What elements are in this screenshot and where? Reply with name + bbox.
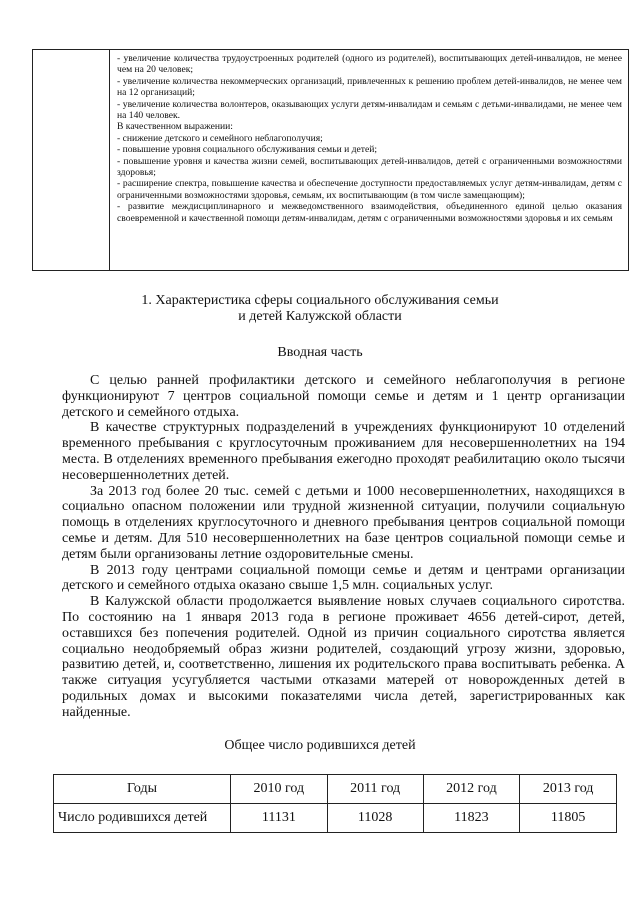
paragraph: С целью ранней профилактики детского и семейного неблагополучия в регионе функционируют 7 центров социальной помощи семье и детям и 1 центр организации детского и семейного отдыха. <box>62 373 625 420</box>
year-header-cell: 2010 год <box>231 775 328 804</box>
goals-cell <box>117 53 622 224</box>
section-title <box>0 293 640 325</box>
row-label-cell: Число родившихся детей <box>54 804 231 833</box>
intro-body <box>62 373 625 721</box>
section-title-line-1: 1. Характеристика сферы социального обслуживания семьи <box>141 293 499 308</box>
year-header-cell: 2012 год <box>423 775 520 804</box>
births-table <box>53 774 617 833</box>
section-title-line-2: и детей Калужской области <box>238 309 402 324</box>
goal-item: - увеличение количества некоммерческих организаций, привлеченных к решению проблем детей-инвалидов, не менее чем на 12 организаций; <box>117 75 622 99</box>
header-label-cell: Годы <box>54 775 231 804</box>
year-header-cell: 2011 год <box>327 775 423 804</box>
value-cell: 11028 <box>327 804 423 833</box>
paragraph: В Калужской области продолжается выявление новых случаев социального сиротства. По состоянию на 1 января 2013 года в регионе проживает 4656 детей-сирот, детей, оставшихся без попечения родителей. Одной из причин социального сиротства является социально неодобряемый образ жизни родителей, создающий угрозу жизни, здоровью, развитию детей, и, соответственно, лишения их родительского права воспитывать ребенка. А также ситуация усугубляется частыми отказами матерей от новорожденных детей в родильных домах и высокими показателями числа детей, зарегистрированных как найденные. <box>62 594 625 720</box>
goal-item: - повышение уровня социального обслуживания семьи и детей; <box>117 144 378 156</box>
goal-item: - развитие междисциплинарного и межведомственного взаимодействия, объединенного единой целью оказания своевременной и качественной помощи детям-инвалидам, детям с ограниченными возможностями здоровья и их семьям <box>117 201 622 224</box>
goal-item: - увеличение количества трудоустроенных родителей (одного из родителей), воспитывающих детей-инвалидов, не менее чем на 20 человек; <box>117 53 622 76</box>
section-subheading: Вводная часть <box>277 345 363 360</box>
births-table-title: Общее число родившихся детей <box>224 738 416 753</box>
paragraph: В 2013 году центрами социальной помощи семье и детям и центрами организации детского и семейного отдыха оказано свыше 1,5 млн. социальных услуг. <box>62 562 625 594</box>
value-cell: 11805 <box>520 804 617 833</box>
goal-item: В качественном выражении: <box>117 121 233 133</box>
table-row <box>54 804 617 833</box>
goal-item: - повышение уровня и качества жизни семей, воспитывающих детей-инвалидов, детей с ограниченными возможностями здоровья; <box>117 155 622 179</box>
paragraph: В качестве структурных подразделений в учреждениях функционируют 10 отделений временного пребывания с круглосуточным проживанием для несовершеннолетних на 194 места. В отделениях временного пребывания ежегодно проходят реабилитацию около тысячи несовершеннолетних детей. <box>62 420 625 483</box>
goals-table <box>32 49 629 271</box>
value-cell: 11823 <box>423 804 520 833</box>
table-column-divider <box>109 50 110 270</box>
goal-item: - расширение спектра, повышение качества и обеспечение доступности предоставляемых услуг детям-инвалидам, детям с ограниченными возможностями здоровья, семьям, их воспитывающим (в том числе замещающим); <box>117 178 622 201</box>
year-header-cell: 2013 год <box>520 775 617 804</box>
goal-item: - увеличение количества волонтеров, оказывающих услуги детям-инвалидам и семьям с детьми-инвалидами, не менее чем на 140 человек. <box>117 98 622 122</box>
value-cell: 11131 <box>231 804 328 833</box>
table-header-row <box>54 775 617 804</box>
goal-item: - снижение детского и семейного неблагополучия; <box>117 132 323 144</box>
paragraph: За 2013 год более 20 тыс. семей с детьми и 1000 несовершеннолетних, находящихся в социально опасном положении или трудной жизненной ситуации, получили социальную помощь в отделениях круглосуточного и дневного пребывания центров социальной помощи семье и детям. Для 510 несовершеннолетних на базе центров социальной помощи семье и детям были организованы летние оздоровительные смены. <box>62 483 625 562</box>
